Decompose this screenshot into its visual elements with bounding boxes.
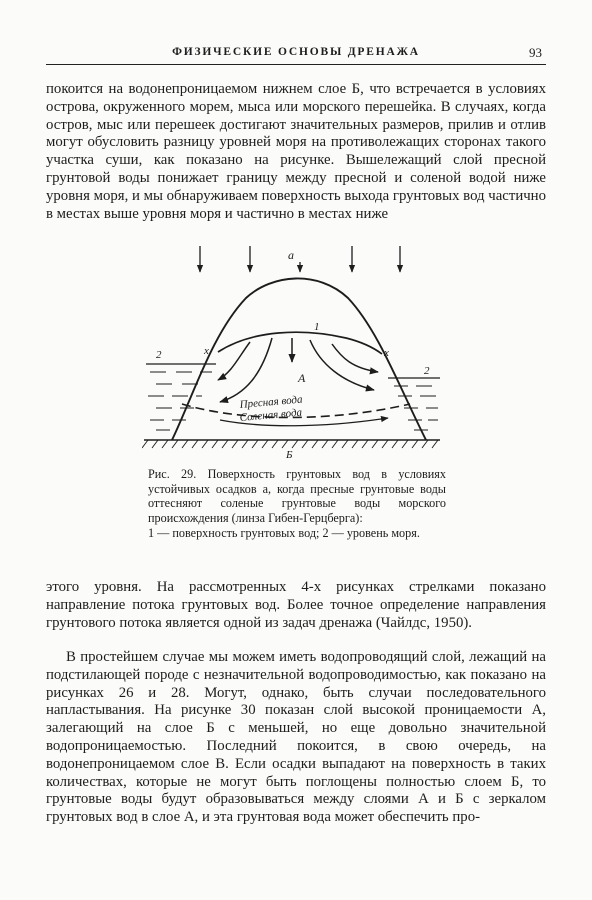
- base-hatching: [142, 440, 438, 448]
- label-a: а: [288, 248, 294, 262]
- sea-right: [388, 378, 440, 430]
- groundwater-surface: [218, 332, 382, 354]
- label-1: 1: [314, 321, 320, 333]
- paragraph-1: покоится на водонепроницаемом нижнем слое Б, что встречается в условиях острова, окруженного морем, мыса или морского перешейка. В случаях, когда остров, мыс или перешеек достигают значительных размеров, прилив и отлив могут обусловить разницу уровней моря на противолежащих сторонах такого участка суши, как показано на рисунке. Вышележащий слой пресной грунтовой воды понижает границу между пресной и соленой водой ниже уровня моря, и мы обнаруживаем поверхность выхода грунтовых вод частично в местах выше уровня моря и частично в местах ниже: [46, 81, 546, 222]
- caption-text: Рис. 29. Поверхность грунтовых вод в условиях устойчивых осадков а, когда пресные грунтовые воды оттесняют соленые грунтовые воды морского происхождения (линза Гибен-Герцберга):: [148, 467, 446, 525]
- label-2-right: 2: [424, 365, 430, 377]
- figure-29-diagram: [142, 244, 442, 462]
- label-salt-water: Соленая вода: [239, 406, 303, 424]
- flow-arrow: [310, 340, 374, 390]
- header-title: ФИЗИЧЕСКИЕ ОСНОВЫ ДРЕНАЖА: [172, 46, 420, 58]
- flow-arrow: [332, 344, 378, 372]
- label-x-left: x: [204, 345, 209, 357]
- label-x-right: x: [384, 347, 389, 359]
- paragraph-3: В простейшем случае мы можем иметь водопроводящий слой, лежащий на подстилающей породе с незначительной водопроводимостью, как показано на рисунках 26 и 28. Могут, однако, быть случаи последовательного напластывания. На рисунке 30 показан слой высокой проницаемости А, залегающий на слое Б с меньшей, но еще довольно значительной водопроницаемостью. Последний покоится, в свою очередь, на водонепроницаемом слое В. Если осадки выпадают на поверхность в таких количествах, которые не могут быть поглощены полностью слоем Б, то грунтовые воды будут образовываться между слоями А и Б с зеркалом грунтовых вод в слое А, и эта грунтовая вода может обеспечить про-: [46, 649, 546, 826]
- flow-arrows: [218, 338, 378, 402]
- running-header: [46, 46, 546, 65]
- label-B: Б: [286, 449, 293, 461]
- caption-legend: 1 — поверхность грунтовых вод; 2 — уровень моря.: [148, 526, 420, 541]
- label-fresh-water: Пресная вода: [239, 393, 303, 411]
- page-number: 93: [529, 45, 542, 60]
- label-2-left: 2: [156, 349, 162, 361]
- figure-29: [142, 244, 442, 462]
- precipitation-arrows: [200, 246, 400, 272]
- flow-arrow: [218, 342, 250, 380]
- paragraph-2: этого уровня. На рассмотренных 4-х рисунках стрелками показано направление потока грунтовых вод. Более точное определение направления грунтового потока является одной из задач дренажа (Чайлдс, 1950).: [46, 579, 546, 631]
- figure-caption: [148, 467, 446, 541]
- label-A: А: [298, 371, 306, 385]
